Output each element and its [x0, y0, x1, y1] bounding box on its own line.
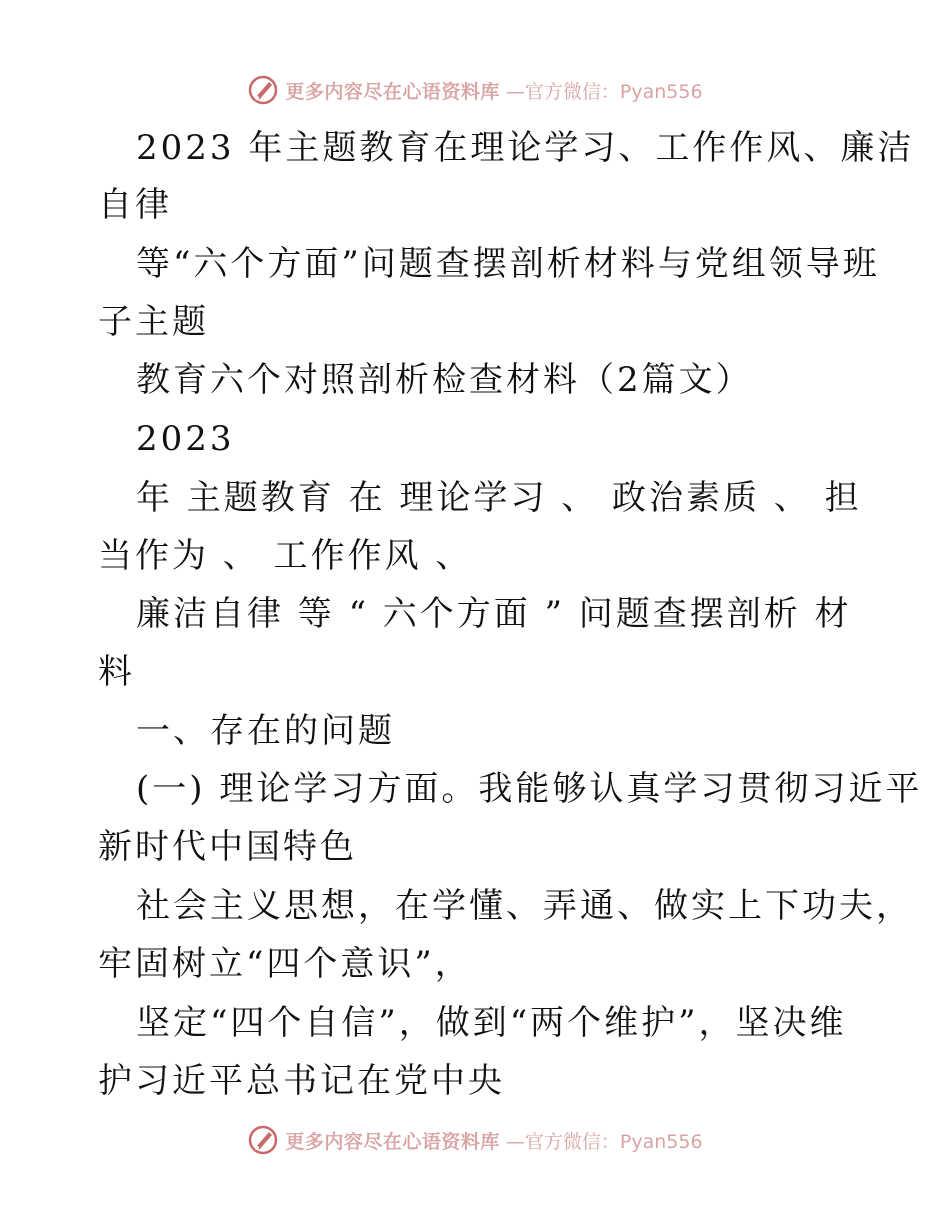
watermark-main-text: 更多内容尽在心语资料库 — [285, 80, 500, 103]
text-line: 年 主题教育 在 理论学习 、 政治素质 、 担 — [136, 478, 862, 518]
footer-watermark — [0, 1120, 950, 1160]
text-line: 2023 — [136, 419, 235, 459]
section-heading: 一、存在的问题 — [136, 711, 395, 751]
text-line: 廉洁自律 等 “ 六个方面 ” 问题查摆剖析 材 — [136, 594, 852, 634]
pen-logo-icon — [247, 1124, 279, 1156]
watermark-sub-text: —官方微信：Pyan556 — [505, 1130, 703, 1153]
text-line: 自律 — [98, 185, 172, 225]
text-line: 社会主义思想，在学懂、弄通、做实上下功夫， — [136, 886, 913, 926]
header-watermark — [0, 70, 950, 110]
text-line: 牢固树立“四个意识”， — [98, 944, 472, 984]
text-line: 子主题 — [98, 302, 209, 342]
text-line: 2023 年主题教育在理论学习、工作作风、廉洁 — [136, 128, 915, 168]
text-line: (一) 理论学习方面。我能够认真学习贯彻习近平 — [136, 769, 923, 809]
text-line: 当作为 、 工作作风 、 — [98, 536, 473, 576]
watermark-main-text: 更多内容尽在心语资料库 — [285, 1130, 500, 1153]
pen-logo-icon — [247, 74, 279, 106]
text-line: 坚定“四个自信”，做到“两个维护”，坚决维 — [136, 1003, 847, 1043]
text-line: 新时代中国特色 — [98, 827, 357, 867]
text-line: 料 — [98, 652, 135, 692]
text-line: 教育六个对照剖析检查材料（2篇文） — [136, 360, 753, 400]
watermark-sub-text: —官方微信：Pyan556 — [505, 80, 703, 103]
text-line: 护习近平总书记在党中央 — [98, 1061, 505, 1101]
text-line: 等“六个方面”问题查摆剖析材料与党组领导班 — [136, 244, 880, 284]
